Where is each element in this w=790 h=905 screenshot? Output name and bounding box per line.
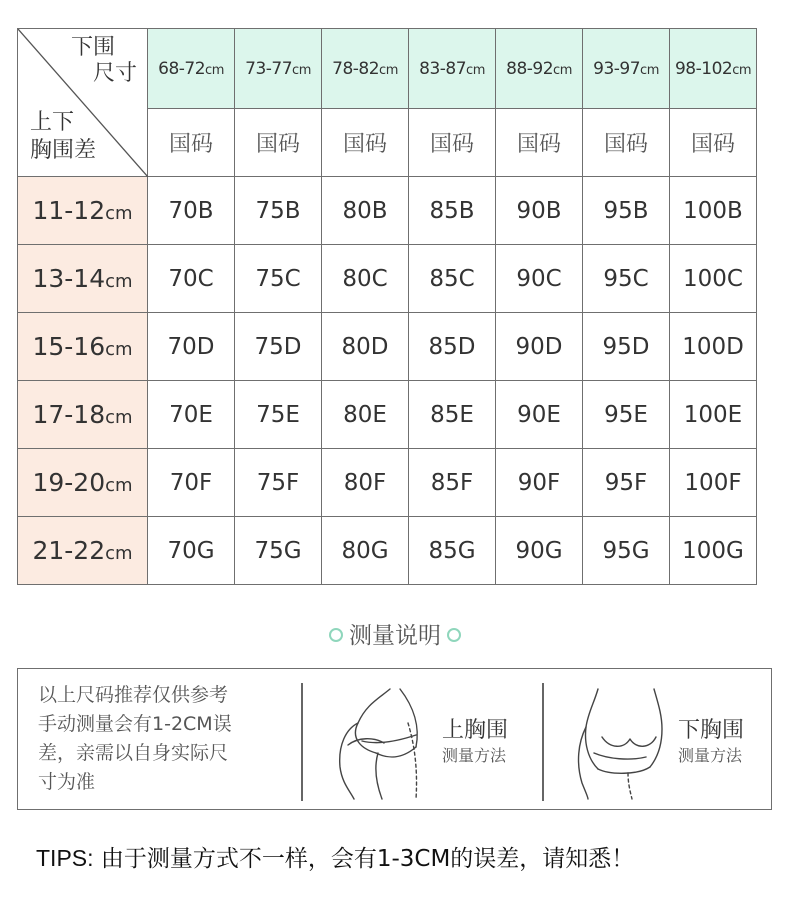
row-label: 11-12cm — [18, 177, 148, 245]
upper-bust-measure-illustration-icon — [318, 683, 438, 801]
size-cell: 100E — [670, 381, 757, 449]
under-bust-measure-illustration-icon — [558, 683, 678, 801]
ring-right-icon — [447, 628, 461, 642]
code-cell: 国码 — [148, 109, 235, 177]
size-cell: 90F — [496, 449, 583, 517]
size-cell: 70C — [148, 245, 235, 313]
size-cell: 75B — [235, 177, 322, 245]
size-cell: 90B — [496, 177, 583, 245]
row-label: 17-18cm — [18, 381, 148, 449]
corner-header-cell — [18, 29, 148, 177]
size-cell: 85C — [409, 245, 496, 313]
under-bust-title: 下胸围 — [678, 718, 745, 743]
size-row — [18, 177, 757, 245]
row-label: 13-14cm — [18, 245, 148, 313]
size-cell: 85D — [409, 313, 496, 381]
size-cell: 70F — [148, 449, 235, 517]
code-cell: 国码 — [322, 109, 409, 177]
size-cell: 100F — [670, 449, 757, 517]
measurement-guide-box — [17, 668, 772, 810]
size-cell: 90D — [496, 313, 583, 381]
corner-bottom-line-2: 胸围差 — [30, 138, 97, 163]
size-cell: 80C — [322, 245, 409, 313]
size-cell: 85B — [409, 177, 496, 245]
header-row — [18, 29, 757, 109]
corner-top-label — [71, 35, 137, 87]
column-header: 83-87cm — [409, 29, 496, 109]
size-cell: 80B — [322, 177, 409, 245]
code-cell: 国码 — [409, 109, 496, 177]
size-cell: 95D — [583, 313, 670, 381]
size-row — [18, 245, 757, 313]
size-cell: 90E — [496, 381, 583, 449]
size-chart-table — [17, 28, 757, 585]
size-cell: 70G — [148, 517, 235, 585]
size-cell: 75E — [235, 381, 322, 449]
section-title-text: 测量说明 — [349, 623, 441, 649]
size-cell: 70E — [148, 381, 235, 449]
size-cell: 75G — [235, 517, 322, 585]
row-label: 21-22cm — [18, 517, 148, 585]
size-cell: 100D — [670, 313, 757, 381]
row-label: 19-20cm — [18, 449, 148, 517]
size-cell: 80F — [322, 449, 409, 517]
column-header: 98-102cm — [670, 29, 757, 109]
size-row — [18, 449, 757, 517]
tips-label: TIPS: — [36, 845, 94, 871]
size-cell: 85E — [409, 381, 496, 449]
size-cell: 80D — [322, 313, 409, 381]
size-row — [18, 381, 757, 449]
column-header: 88-92cm — [496, 29, 583, 109]
size-cell: 95C — [583, 245, 670, 313]
corner-bottom-line-1: 上下 — [30, 110, 75, 135]
under-bust-subtitle: 测量方法 — [678, 746, 743, 765]
corner-top-line-2: 尺寸 — [92, 61, 137, 86]
size-row — [18, 517, 757, 585]
code-cell: 国码 — [583, 109, 670, 177]
corner-top-line-1: 下围 — [70, 35, 115, 60]
size-cell: 85G — [409, 517, 496, 585]
size-cell: 100C — [670, 245, 757, 313]
code-cell: 国码 — [235, 109, 322, 177]
size-cell: 90C — [496, 245, 583, 313]
size-cell: 95B — [583, 177, 670, 245]
size-cell: 85F — [409, 449, 496, 517]
size-cell: 80E — [322, 381, 409, 449]
size-cell: 75D — [235, 313, 322, 381]
note-line: 寸为准 — [38, 771, 96, 793]
code-cell: 国码 — [670, 109, 757, 177]
size-cell: 95G — [583, 517, 670, 585]
column-header: 73-77cm — [235, 29, 322, 109]
row-label: 15-16cm — [18, 313, 148, 381]
size-cell: 70B — [148, 177, 235, 245]
size-cell: 95F — [583, 449, 670, 517]
ring-left-icon — [329, 628, 343, 642]
code-cell: 国码 — [496, 109, 583, 177]
column-header: 68-72cm — [148, 29, 235, 109]
corner-bottom-label — [30, 109, 96, 165]
size-cell: 70D — [148, 313, 235, 381]
size-cell: 90G — [496, 517, 583, 585]
vertical-divider — [542, 683, 544, 801]
tips-note — [36, 840, 634, 873]
note-line: 手动测量会有1-2CM误 — [38, 713, 232, 735]
section-title — [0, 617, 790, 650]
tips-text: 由于测量方式不一样，会有1-3CM的误差，请知悉！ — [100, 846, 635, 872]
size-cell: 100G — [670, 517, 757, 585]
note-line: 以上尺码推荐仅供参考 — [38, 684, 229, 706]
column-header: 78-82cm — [322, 29, 409, 109]
size-cell: 80G — [322, 517, 409, 585]
size-row — [18, 313, 757, 381]
upper-bust-subtitle: 测量方法 — [442, 746, 507, 765]
note-text — [38, 681, 288, 797]
column-header: 93-97cm — [583, 29, 670, 109]
size-cell: 75F — [235, 449, 322, 517]
upper-bust-title: 上胸围 — [442, 718, 509, 743]
vertical-divider — [301, 683, 303, 801]
note-line: 差，亲需以自身实际尺 — [38, 742, 229, 764]
size-cell: 75C — [235, 245, 322, 313]
size-cell: 95E — [583, 381, 670, 449]
size-cell: 100B — [670, 177, 757, 245]
